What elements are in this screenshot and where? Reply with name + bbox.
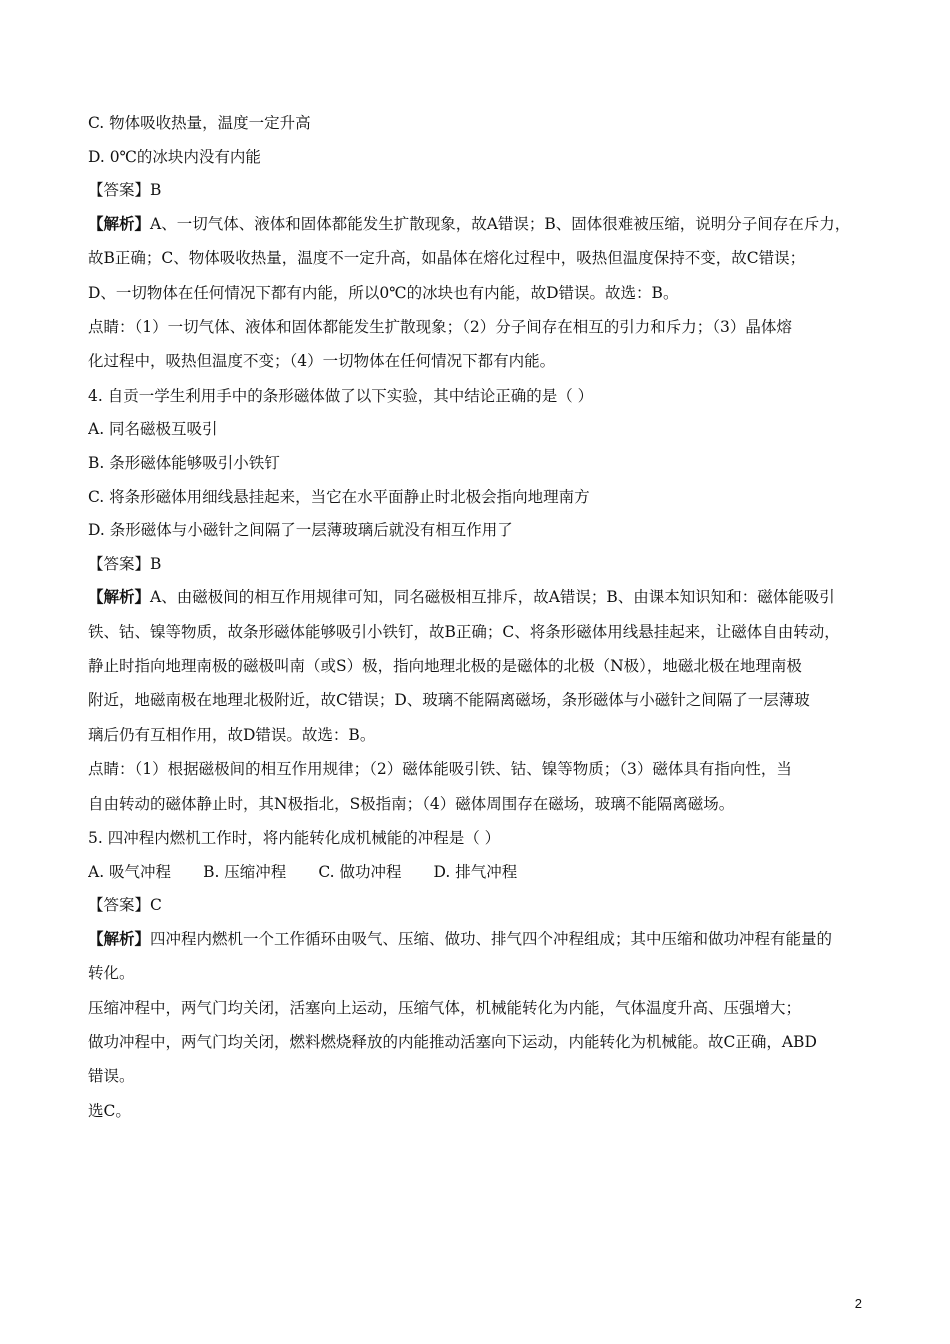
page-number: 2	[854, 1296, 862, 1311]
page-content	[88, 112, 860, 1134]
q3-option-c: C. 物体吸收热量，温度一定升高	[88, 114, 311, 132]
q5-option-d: D. 排气冲程	[433, 862, 518, 881]
q5-analysis-line: 选C。	[88, 1101, 131, 1120]
q5-option-b: B. 压缩冲程	[203, 862, 287, 881]
q5-analysis	[88, 928, 860, 1122]
q4-analysis-line: 【解析】A、由磁极间的相互作用规律可知，同名磁极相互排斥，故A错误；B、由课本知识知和：磁体能吸引	[88, 587, 835, 607]
q5-option-a: A. 吸气冲程	[88, 862, 172, 881]
analysis-label: 【解析】	[88, 587, 151, 607]
q5-options	[88, 861, 860, 883]
q3-analysis-line: 故B正确；C、物体吸收热量，温度不一定升高，如晶体在熔化过程中，吸热但温度保持不变，故C错误；	[88, 249, 806, 268]
q4-option-b: B. 条形磁体能够吸引小铁钉	[88, 453, 280, 472]
analysis-label: 【解析】	[88, 213, 151, 233]
q4-analysis	[88, 586, 860, 746]
q3-analysis-line: 【解析】A、一切气体、液体和固体都能发生扩散现象，故A错误；B、固体很难被压缩，说明分子间存在斥力，	[88, 213, 851, 233]
q5-analysis-line: 压缩冲程中，两气门均关闭，活塞向上运动，压缩气体，机械能转化为内能，气体温度升高、压强增大；	[88, 998, 802, 1017]
q4-analysis-line: 静止时指向地理南极的磁极叫南（或S）极，指向地理北极的是磁体的北极（N极），地磁北极在地理南极	[88, 657, 802, 676]
q3-tip-line: 化过程中，吸热但温度不变；（4）一切物体在任何情况下都有内能。	[88, 352, 556, 371]
q4-tip-line: 自由转动的磁体静止时，其N极指北，S极指南；（4）磁体周围存在磁场，玻璃不能隔离磁场。	[88, 794, 735, 813]
q3-option-d: D. 0℃的冰块内没有内能	[88, 147, 261, 166]
q5-analysis-line: 错误。	[88, 1067, 135, 1086]
q3-tip-line: 点睛：（1）一切气体、液体和固体都能发生扩散现象；（2）分子间存在相互的引力和斥力；（3）晶体熔	[88, 317, 792, 336]
q4-analysis-line: 附近，地磁南极在地理北极附近，故C错误；D、玻璃不能隔离磁场，条形磁体与小磁针之间隔了一层薄玻	[88, 691, 810, 710]
q4-answer: 【答案】B	[88, 554, 162, 573]
q5-answer: 【答案】C	[88, 896, 162, 915]
q5-option-c: C. 做功冲程	[318, 862, 402, 881]
q5-stem: 5. 四冲程内燃机工作时，将内能转化成机械能的冲程是（ ）	[88, 829, 501, 848]
q4-option-a: A. 同名磁极互吸引	[88, 420, 218, 439]
q3-analysis	[88, 213, 860, 304]
q4-tip	[88, 758, 860, 814]
analysis-label: 【解析】	[88, 928, 151, 948]
q5-analysis-line: 转化。	[88, 964, 135, 983]
q4-option-d: D. 条形磁体与小磁针之间隔了一层薄玻璃后就没有相互作用了	[88, 521, 513, 540]
q4-stem: 4. 自贡一学生利用手中的条形磁体做了以下实验，其中结论正确的是（ ）	[88, 386, 594, 405]
q4-analysis-line: 璃后仍有互相作用，故D错误。故选：B。	[88, 725, 376, 744]
q5-analysis-line: 【解析】四冲程内燃机一个工作循环由吸气、压缩、做功、排气四个冲程组成；其中压缩和做功冲程有能量的	[88, 928, 833, 948]
q5-analysis-line: 做功冲程中，两气门均关闭，燃料燃烧释放的内能推动活塞向下运动，内能转化为机械能。故C正确，ABD	[88, 1032, 817, 1051]
q3-answer: 【答案】B	[88, 181, 162, 200]
q3-analysis-line: D、一切物体在任何情况下都有内能，所以0℃的冰块也有内能，故D错误。故选：B。	[88, 283, 679, 302]
q3-tip	[88, 316, 860, 372]
q4-tip-line: 点睛：（1）根据磁极间的相互作用规律；（2）磁体能吸引铁、钴、镍等物质；（3）磁体具有指向性，当	[88, 760, 792, 779]
q4-analysis-line: 铁、钴、镍等物质，故条形磁体能够吸引小铁钉，故B正确；C、将条形磁体用线悬挂起来，让磁体自由转动，	[88, 622, 840, 641]
q4-option-c: C. 将条形磁体用细线悬挂起来，当它在水平面静止时北极会指向地理南方	[88, 487, 590, 506]
